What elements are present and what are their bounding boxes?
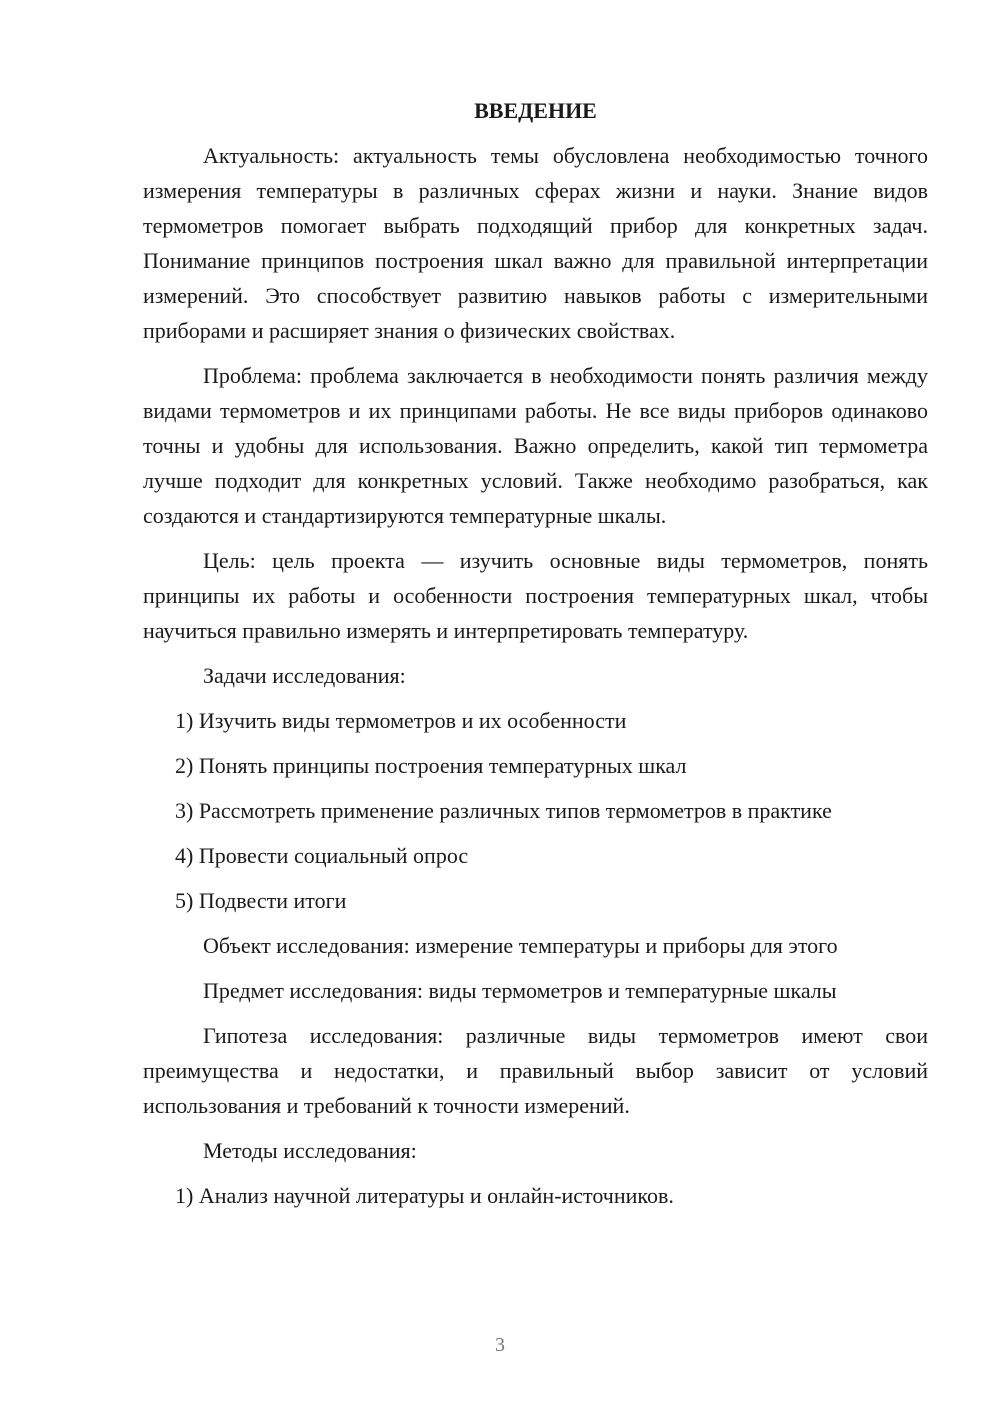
research-subject: Предмет исследования: виды термометров и температурные шкалы [203, 978, 837, 1003]
relevance-paragraph: Актуальность: актуальность темы обусловлена необходимостью точного измерения температуры в различных сферах жизни и науки. Знание видов термометров помогает выбрать подходящий прибор для конкретных задач. Понимание принципов построения шкал важно для правильной интерпретации измерений. Это способствует развитию навыков работы с измерительными приборами и расширяет знания о физических свойствах. [143, 143, 928, 343]
methods-heading: Методы исследования: [203, 1138, 417, 1163]
tasks-heading: Задачи исследования: [203, 663, 406, 688]
problem-paragraph: Проблема: проблема заключается в необходимости понять различия между видами термометров и их принципами работы. Не все виды приборов одинаково точны и удобны для использования. Важно определить, какой тип термометра лучше подходит для конкретных условий. Также необходимо разобраться, как создаются и стандартизируются температурные шкалы. [143, 363, 928, 528]
page-content [143, 96, 928, 1223]
task-item: 2) Понять принципы построения температурных шкал [175, 753, 687, 778]
task-item: 1) Изучить виды термометров и их особенности [175, 708, 627, 733]
task-item: 4) Провести социальный опрос [175, 843, 469, 868]
hypothesis-paragraph: Гипотеза исследования: различные виды термометров имеют свои преимущества и недостатки, и правильный выбор зависит от условий использования и требований к точности измерений. [143, 1023, 928, 1118]
page-number: 3 [495, 1334, 505, 1356]
section-heading: ВВЕДЕНИЕ [474, 98, 597, 123]
task-item: 3) Рассмотреть применение различных типов термометров в практике [175, 798, 832, 823]
goal-paragraph: Цель: цель проекта — изучить основные виды термометров, понять принципы их работы и особенности построения температурных шкал, чтобы научиться правильно измерять и интерпретировать температуру. [143, 548, 928, 643]
research-object: Объект исследования: измерение температуры и приборы для этого [203, 933, 838, 958]
method-item: 1) Анализ научной литературы и онлайн-источников. [175, 1183, 674, 1208]
task-item: 5) Подвести итоги [175, 888, 347, 913]
